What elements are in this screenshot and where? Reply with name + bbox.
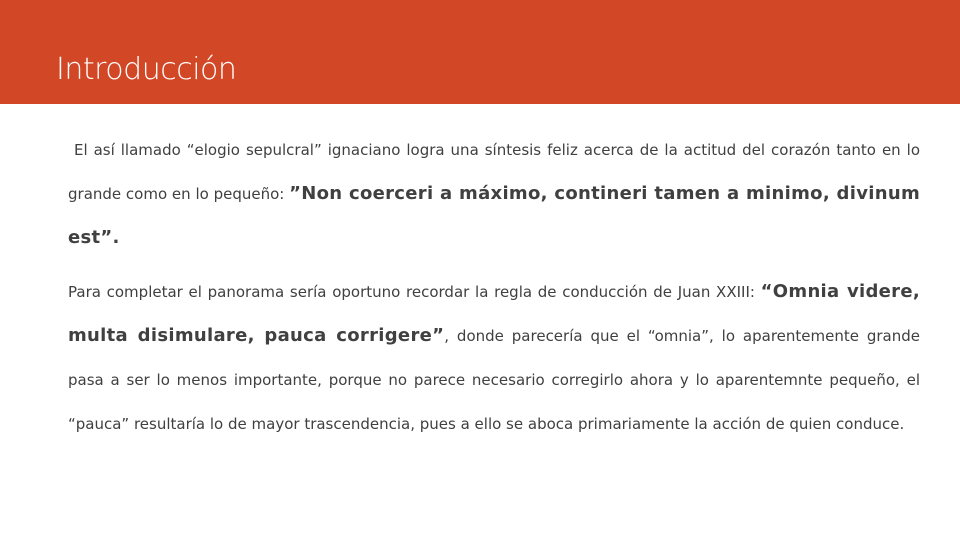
slide-title: Introducción: [56, 52, 237, 87]
title-bar: [0, 0, 960, 104]
paragraph-juan-xxiii-rest: , donde parecería que el “omnia”, lo aparentemente grande pasa a ser lo menos importante, porque no parece necesario corregirlo ahora y lo aparentemnte pequeño, el “pauca” resultaría lo de mayor trascendencia, pues a ello se aboca primariamente la acción de quien conduce.: [68, 327, 921, 433]
paragraph-juan-xxiii-intro: Para completar el panorama sería oportuno recordar la regla de conducción de Juan XXIII:: [68, 283, 761, 301]
paragraph-juan-xxiii: [68, 270, 920, 446]
paragraph-elogio-intro: El así llamado “elogio sepulcral” ignaciano logra una síntesis feliz acerca de la actitud del corazón tanto en lo grande como en lo pequeño:: [68, 141, 920, 203]
slide-body: [68, 136, 920, 446]
latin-quote-juan-xxiii: “Omnia videre, multa disimulare, pauca corrigere”: [68, 281, 921, 346]
latin-quote-ignatius: ”Non coerceri a máximo, contineri tamen a minimo, divinum est”.: [68, 183, 921, 248]
paragraph-elogio: [68, 128, 920, 260]
